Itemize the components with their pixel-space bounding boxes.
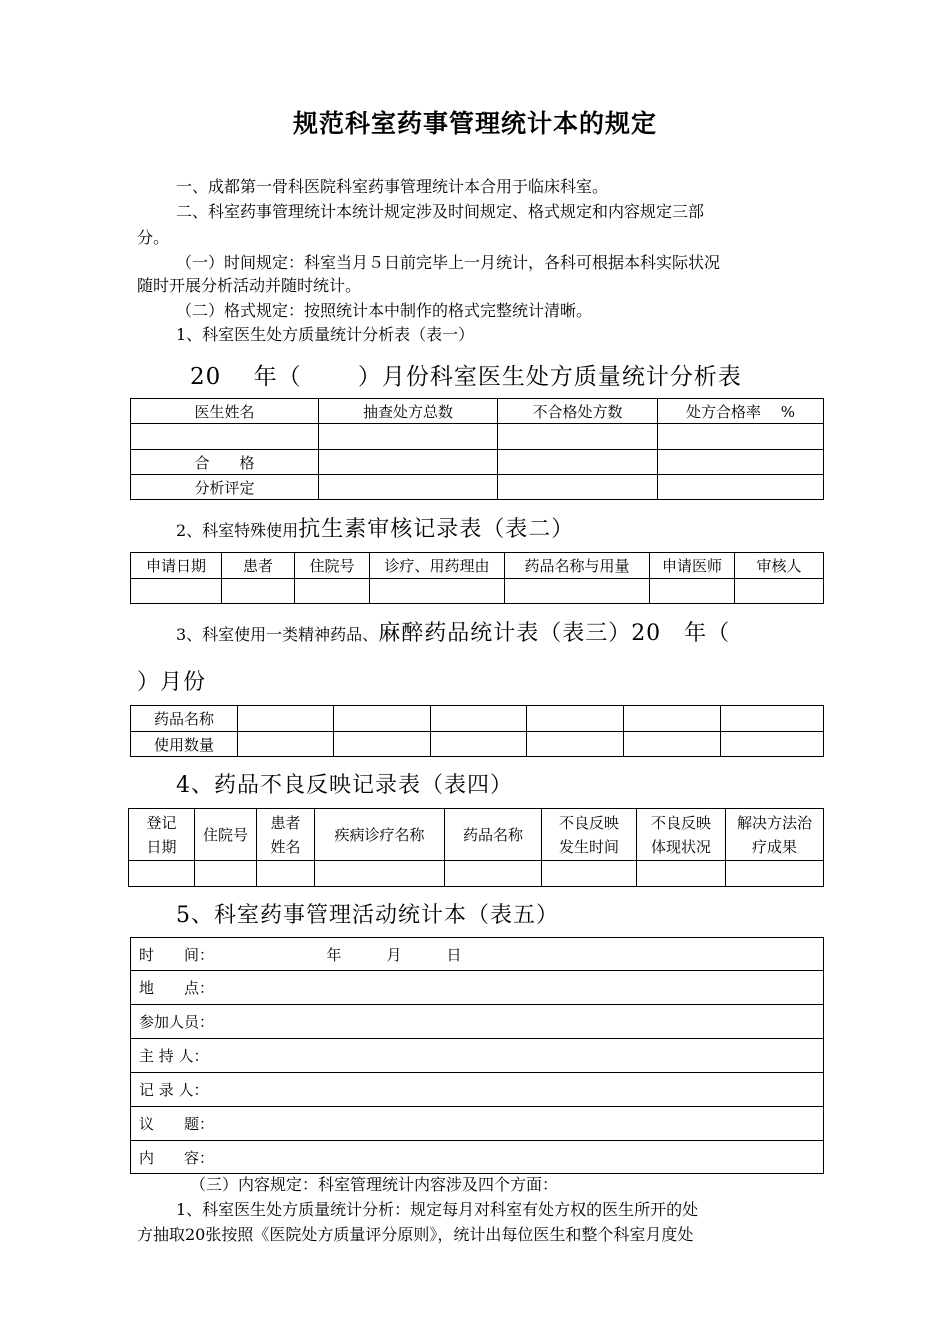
table4-cell (542, 861, 637, 887)
paragraph-3: （一）时间规定：科室当月５日前完毕上一月统计，各科可根据本科实际状况 (176, 253, 721, 272)
table4-header-cell (315, 809, 445, 861)
table4-adverse-reaction (128, 808, 824, 887)
table2-cell (222, 579, 295, 604)
table1-header-cell: 医生姓名 (131, 399, 319, 424)
table1-cell (131, 424, 319, 450)
table1-cell (319, 475, 498, 500)
table4-header-line: 姓名 (270, 837, 301, 856)
table3-cell (624, 732, 721, 757)
table1-cell (319, 424, 498, 450)
table1-cell (658, 424, 824, 450)
table4-header-line: 住院号 (202, 826, 248, 844)
table4-cell (257, 861, 315, 887)
table4-header-line: 不良反映 (650, 813, 711, 832)
table1-cell (319, 450, 498, 475)
table2-cell (370, 579, 505, 604)
table4-header-line: 药品名称 (462, 826, 523, 844)
table5-row-topic: 议 题： (131, 1107, 824, 1141)
paragraph-4: （二）格式规定：按照统计本中制作的格式完整统计清晰。 (176, 301, 593, 320)
table3-cell (431, 706, 527, 732)
table4-caption: 4、药品不良反映记录表（表四） (176, 773, 513, 798)
table3-caption-big: 麻醉药品统计表（表三）20 年（ (378, 621, 731, 646)
paragraph-1: 一、成都第一骨科医院科室药事管理统计本合用于临床科室。 (176, 177, 609, 196)
table5-row-recorder: 记 录 人： (131, 1073, 824, 1107)
table4-cell (195, 861, 257, 887)
table2-header-cell: 住院号 (295, 553, 370, 579)
table3-row-label: 使用数量 (131, 732, 238, 757)
table2-caption-small: 2、科室特殊使用 (176, 521, 299, 540)
table4-header-cell (726, 809, 824, 861)
table1-cell (658, 450, 824, 475)
table3-cell (238, 706, 334, 732)
table4-cell (726, 861, 824, 887)
page-title: 规范科室药事管理统计本的规定 (292, 109, 657, 138)
table5-row-place: 地 点： (131, 971, 824, 1005)
table5-row-content: 内 容： (131, 1141, 824, 1174)
table4-header-line: 疗成果 (751, 837, 797, 856)
table4-header-cell (637, 809, 726, 861)
table5-row-host: 主 持 人： (131, 1039, 824, 1073)
table2-antibiotic-review (130, 552, 824, 604)
table5-row-time: 时 间： 年 月 日 (131, 938, 824, 971)
table4-header-line: 登记 (146, 813, 177, 832)
table2-caption-big: 抗生素审核记录表（表二） (298, 517, 575, 542)
table1-row-eval-label: 分析评定 (131, 475, 319, 500)
table4-cell (637, 861, 726, 887)
table2-cell (650, 579, 735, 604)
table4-cell (315, 861, 445, 887)
table2-header-cell: 审核人 (735, 553, 824, 579)
table5-row-participants: 参加人员： (131, 1005, 824, 1039)
table2-cell (131, 579, 222, 604)
content-paragraph-1: （三）内容规定：科室管理统计内容涉及四个方面： (190, 1175, 559, 1194)
table1-heading: 20 年（ ）月份科室医生处方质量统计分析表 (190, 364, 742, 390)
table2-cell (735, 579, 824, 604)
content-paragraph-2-cont: 方抽取20张按照《医院处方质量评分原则》，统计出每位医生和整个科室月度处 (137, 1225, 694, 1244)
table1-header-cell: 抽查处方总数 (319, 399, 498, 424)
paragraph-3-cont: 随时开展分析活动并随时统计。 (137, 276, 362, 295)
table3-cell (431, 732, 527, 757)
table3-cell (334, 706, 431, 732)
table2-cell (295, 579, 370, 604)
table1-cell (658, 475, 824, 500)
table2-header-cell: 患者 (222, 553, 295, 579)
paragraph-2: 二、科室药事管理统计本统计规定涉及时间规定、格式规定和内容规定三部 (176, 202, 705, 221)
table1-cell (498, 450, 658, 475)
table3-narcotics-usage (130, 705, 824, 757)
table3-row-label: 药品名称 (131, 706, 238, 732)
table2-cell (505, 579, 650, 604)
table2-header-cell: 申请日期 (131, 553, 222, 579)
table4-header-cell (129, 809, 195, 861)
table2-header-cell: 申请医师 (650, 553, 735, 579)
table3-cell (721, 706, 824, 732)
table3-caption-small: 3、科室使用一类精神药品、 (176, 625, 379, 644)
table4-header-cell (445, 809, 542, 861)
table4-header-line: 解决方法治 (736, 813, 812, 832)
table4-header-line: 发生时间 (558, 837, 619, 856)
table4-header-cell (257, 809, 315, 861)
table2-caption (176, 512, 574, 543)
table3-cell (721, 732, 824, 757)
table3-caption-cont: ）月份 (137, 670, 207, 695)
table1-prescription-quality (130, 398, 824, 500)
table4-header-line: 体现状况 (650, 837, 711, 856)
table4-header-line: 不良反映 (558, 813, 619, 832)
table3-cell (334, 732, 431, 757)
table1-header-cell: 处方合格率 % (658, 399, 824, 424)
table4-header-line: 患者 (270, 813, 301, 832)
table1-cell (498, 424, 658, 450)
paragraph-2-cont: 分。 (137, 228, 170, 247)
table3-cell (527, 706, 624, 732)
table4-header-line: 日期 (146, 837, 177, 856)
table3-cell (238, 732, 334, 757)
table4-cell (445, 861, 542, 887)
table4-cell (129, 861, 195, 887)
table4-header-line: 疾病诊疗名称 (334, 826, 425, 844)
table4-header-cell (542, 809, 637, 861)
table1-cell (498, 475, 658, 500)
table5-caption: 5、科室药事管理活动统计本（表五） (176, 903, 559, 928)
table4-header-cell (195, 809, 257, 861)
table3-caption (176, 616, 730, 647)
table1-header-cell: 不合格处方数 (498, 399, 658, 424)
table5-activity-record (130, 937, 824, 1174)
table3-cell (624, 706, 721, 732)
table2-header-cell: 药品名称与用量 (505, 553, 650, 579)
table1-row-pass-label: 合 格 (131, 450, 319, 475)
table2-header-cell: 诊疗、用药理由 (370, 553, 505, 579)
table3-cell (527, 732, 624, 757)
content-paragraph-2: 1、科室医生处方质量统计分析：规定每月对科室有处方权的医生所开的处 (176, 1200, 699, 1219)
paragraph-5: 1、科室医生处方质量统计分析表（表一） (176, 325, 475, 344)
